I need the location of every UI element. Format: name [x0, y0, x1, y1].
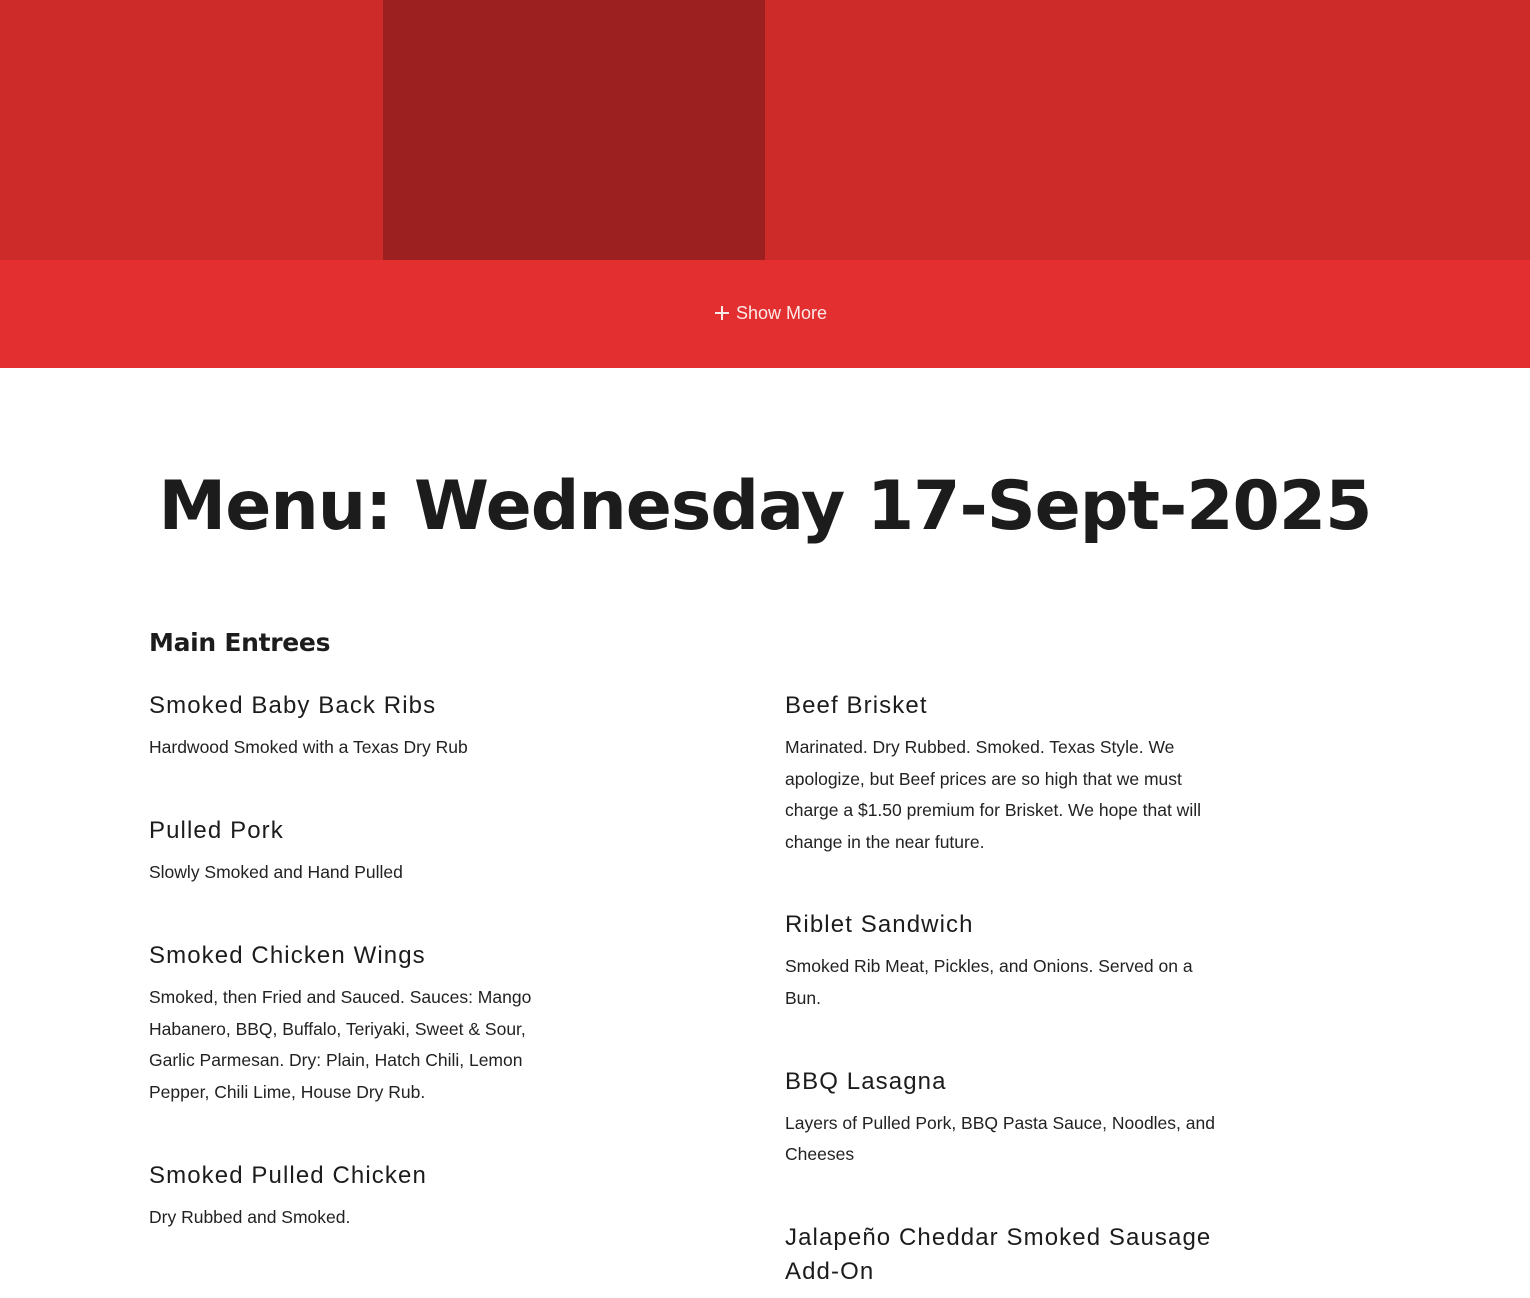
menu-item-name: Jalapeño Cheddar Smoked Sausage Add-On [785, 1223, 1212, 1285]
menu-item [149, 939, 569, 1108]
menu-column-left [149, 689, 569, 1233]
menu-item [785, 1065, 1225, 1171]
menu-item [149, 1159, 569, 1234]
show-more-button[interactable] [715, 303, 827, 324]
plus-icon [715, 306, 729, 320]
menu-item-name: Smoked Chicken Wings [149, 942, 426, 970]
menu-item [785, 908, 1225, 1014]
menu-item-description: Dry Rubbed and Smoked. [149, 1206, 351, 1227]
menu-item-name: Smoked Baby Back Ribs [149, 692, 437, 719]
menu-item [149, 814, 569, 889]
hero-banner [0, 0, 1530, 260]
menu-item [149, 689, 569, 764]
menu-item-description: Marinated. Dry Rubbed. Smoked. Texas Style. We apologize, but Beef prices are so high that we must charge a $1.50 premium for Brisket. We hope that will change in the near future. [785, 737, 1201, 852]
menu-column-right [785, 689, 1225, 1298]
menu-item-name: Riblet Sandwich [785, 911, 974, 939]
menu-item [785, 1221, 1225, 1289]
show-more-label: Show More [735, 302, 828, 323]
show-more-bar [0, 260, 1530, 368]
section-heading-main-entrees: Main Entrees [149, 628, 331, 657]
menu-item-description: Layers of Pulled Pork, BBQ Pasta Sauce, Noodles, and Cheeses [785, 1112, 1215, 1165]
menu-item-name: Smoked Pulled Chicken [149, 1161, 427, 1189]
menu-item-name: Pulled Pork [149, 816, 284, 844]
menu-item [785, 689, 1225, 858]
menu-item-description: Slowly Smoked and Hand Pulled [149, 861, 403, 882]
menu-item-description: Smoked Rib Meat, Pickles, and Onions. Served on a Bun. [785, 956, 1193, 1008]
hero-image-panel [383, 0, 765, 260]
menu-item-name: Beef Brisket [785, 692, 928, 719]
menu-item-name: BBQ Lasagna [785, 1067, 947, 1095]
menu-item-description: Smoked, then Fried and Sauced. Sauces: Mango Habanero, BBQ, Buffalo, Teriyaki, Sweet & Sour, Garlic Parmesan. Dry: Plain, Hatch Chili, Lemon Pepper, Chili Lime, House Dry Rub. [149, 987, 532, 1102]
page-title: Menu: Wednesday 17-Sept-2025 [158, 467, 1372, 546]
menu-item-description: Hardwood Smoked with a Texas Dry Rub [149, 737, 468, 757]
